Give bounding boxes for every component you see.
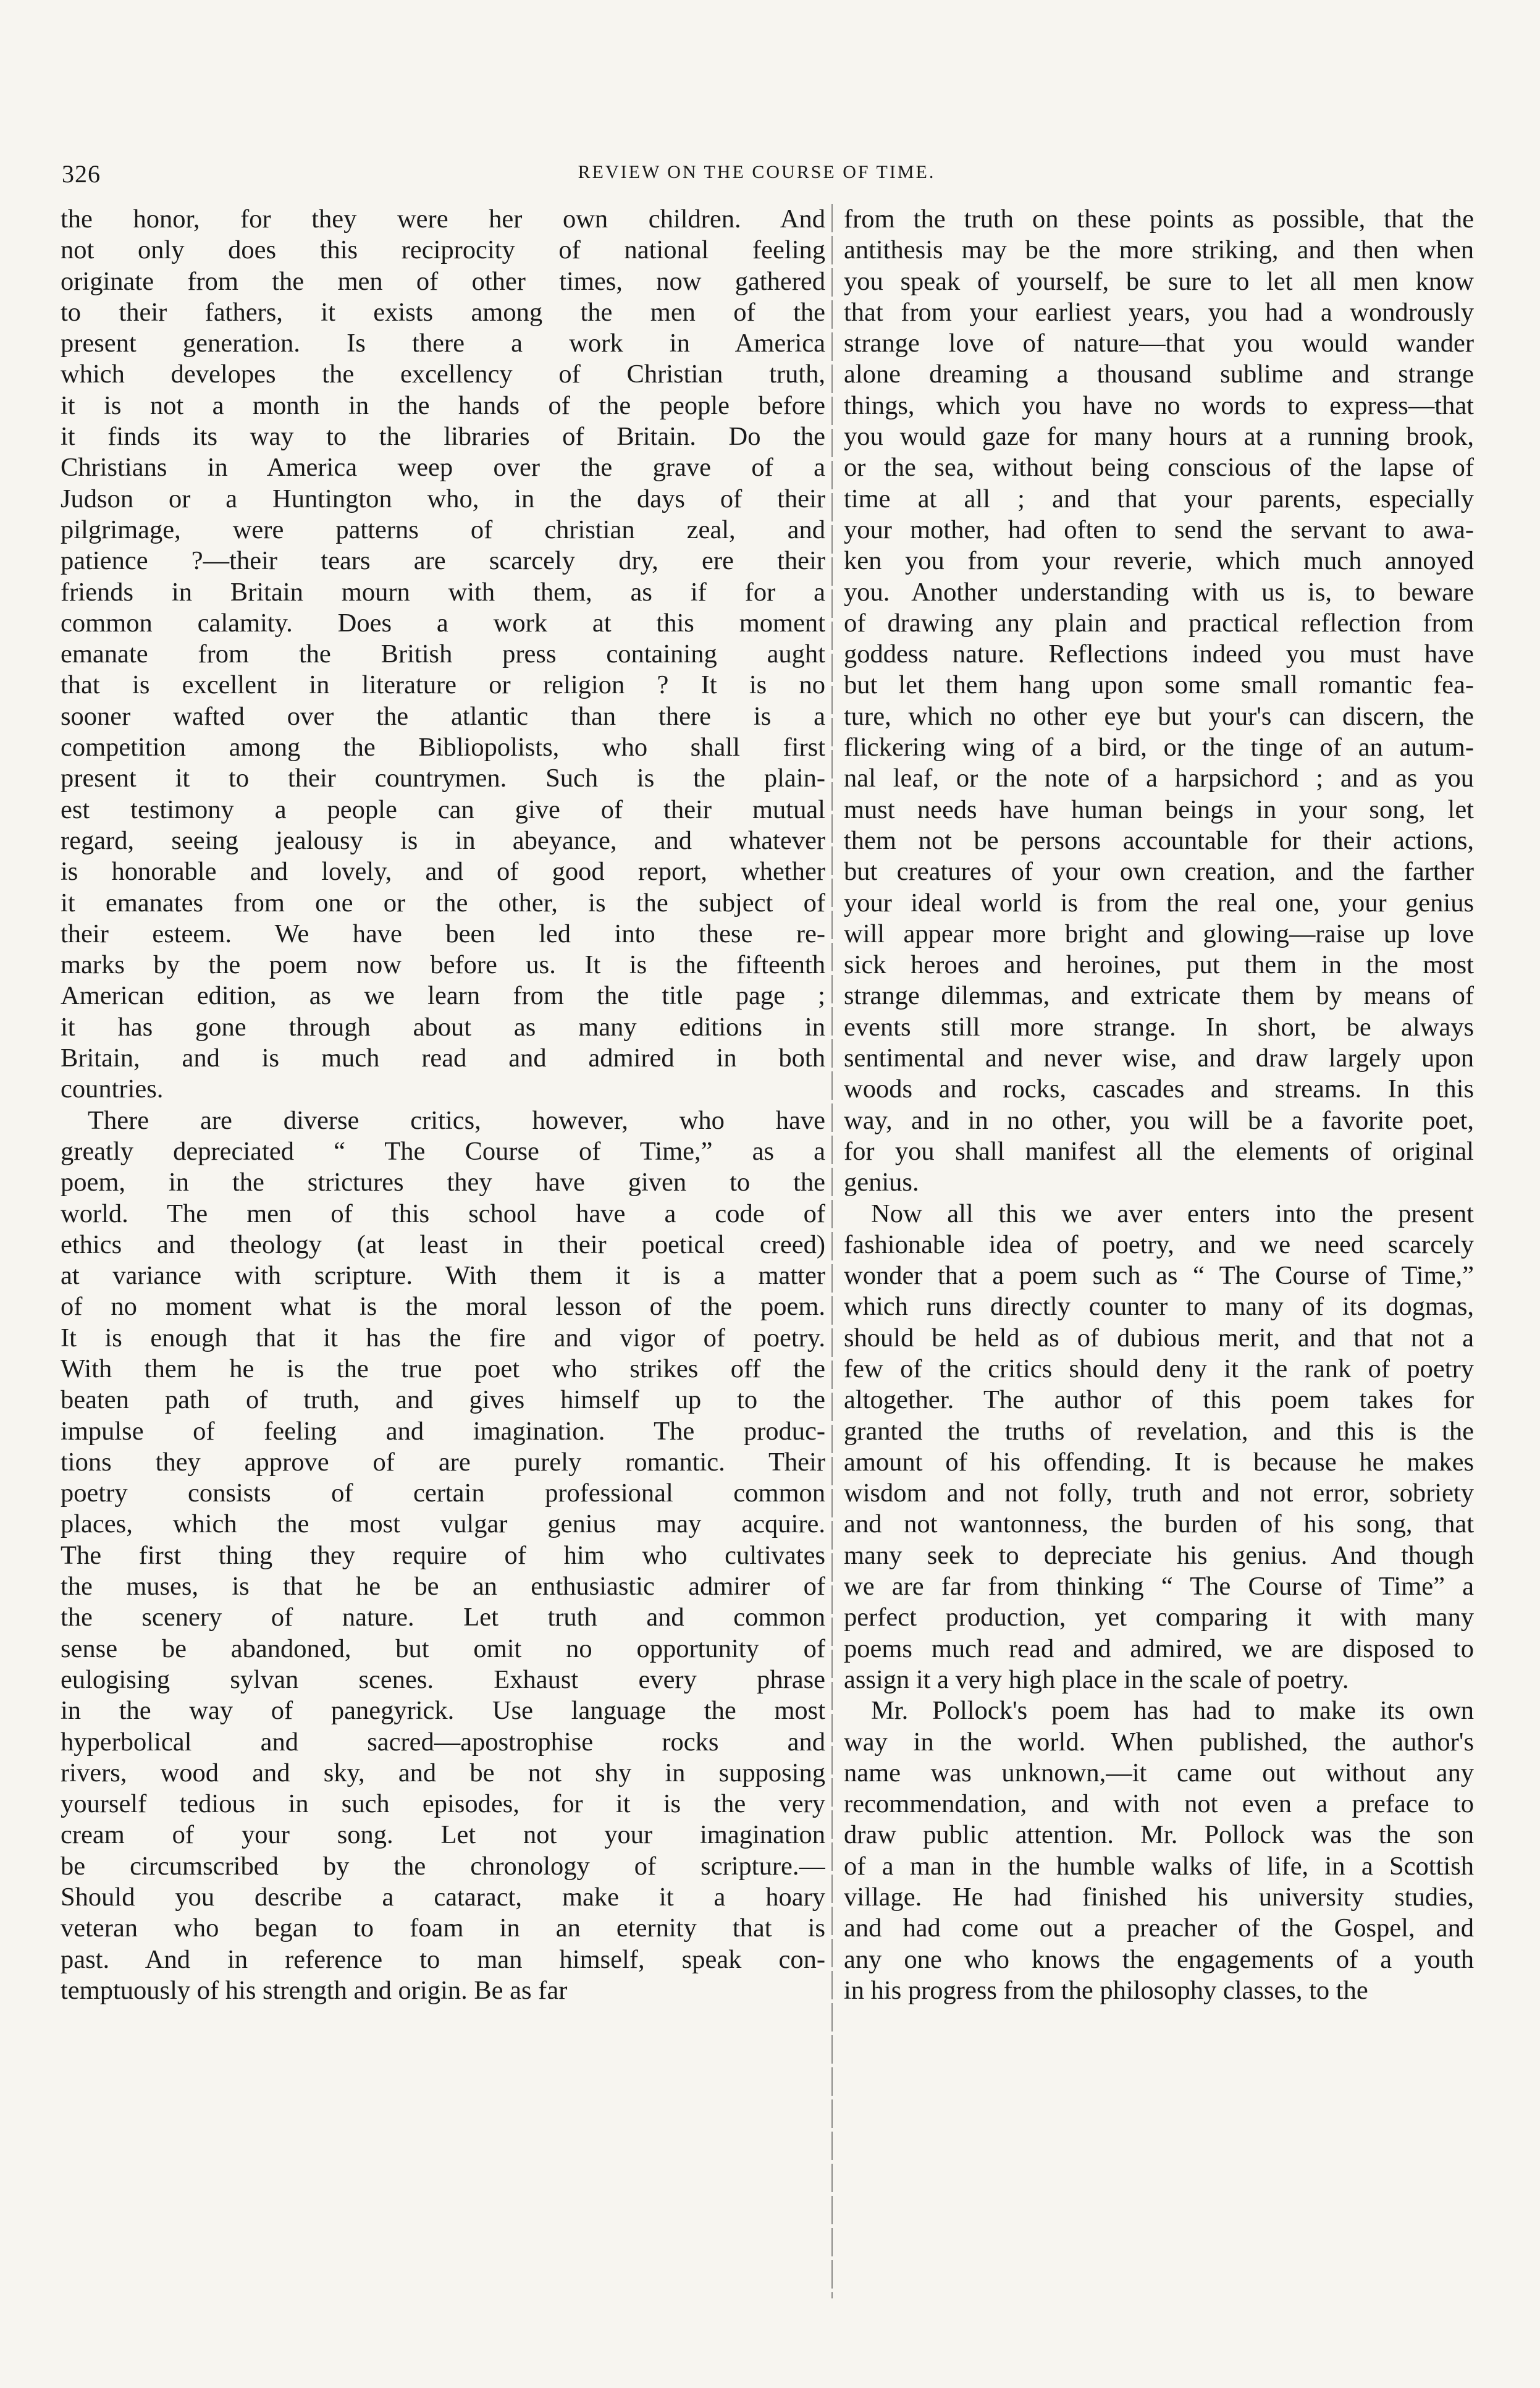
text-line: yourself tedious in such episodes, for it is the very xyxy=(61,1789,825,1819)
text-line: ken you from your reverie, which much annoyed xyxy=(844,546,1474,576)
text-line: hyperbolical and sacred—apostrophise rocks and xyxy=(61,1727,825,1757)
text-line: for you shall manifest all the elements of original xyxy=(844,1136,1474,1166)
text-line: poetry consists of certain professional common xyxy=(61,1479,825,1508)
text-line: and had come out a preacher of the Gospel, and xyxy=(844,1913,1474,1943)
text-line: places, which the most vulgar genius may acquire. xyxy=(61,1509,825,1539)
text-line: emanate from the British press containing aught xyxy=(61,639,825,669)
text-line: originate from the men of other times, now gathered xyxy=(61,266,825,296)
text-line: poems much read and admired, we are disposed to xyxy=(844,1634,1474,1663)
text-line: assign it a very high place in the scale of poetry. xyxy=(844,1664,1349,1694)
text-line: cream of your song. Let not your imagination xyxy=(61,1820,825,1850)
text-line: world. The men of this school have a code of xyxy=(61,1199,825,1228)
text-line: sooner wafted over the atlantic than there is a xyxy=(61,701,825,731)
text-line: from the truth on these points as possible, that the xyxy=(844,205,1474,234)
paragraph xyxy=(61,1105,825,2007)
text-line: Christians in America weep over the grave of a xyxy=(61,453,825,483)
text-line: which runs directly counter to many of its dogmas, xyxy=(844,1292,1474,1322)
text-line: it emanates from one or the other, is the subject of xyxy=(61,888,825,918)
text-line: regard, seeing jealousy is in abeyance, and whatever xyxy=(61,825,825,855)
text-line: of no moment what is the moral lesson of the poem. xyxy=(61,1292,825,1322)
text-line: any one who knows the engagements of a youth xyxy=(844,1944,1474,1974)
text-line: granted the truths of revelation, and this is the xyxy=(844,1416,1474,1446)
text-line: the scenery of nature. Let truth and common xyxy=(61,1603,825,1632)
page-number: 326 xyxy=(62,160,101,188)
text-line: impulse of feeling and imagination. The produc- xyxy=(61,1416,825,1446)
text-line: competition among the Bibliopolists, who shall first xyxy=(61,733,825,762)
text-line: present generation. Is there a work in America xyxy=(61,329,825,358)
text-line: you speak of yourself, be sure to let all men know xyxy=(844,266,1474,296)
text-line: antithesis may be the more striking, and then when xyxy=(844,235,1474,265)
text-line: With them he is the true poet who strikes off the xyxy=(61,1354,825,1383)
text-line: you would gaze for many hours at a running brook, xyxy=(844,422,1474,452)
text-line: or the sea, without being conscious of the lapse of xyxy=(844,453,1474,483)
page-header xyxy=(62,159,1452,190)
text-line: we are far from thinking “ The Course of Time” a xyxy=(844,1572,1474,1601)
text-line: your ideal world is from the real one, your genius xyxy=(844,888,1474,918)
text-line: way in the world. When published, the author's xyxy=(844,1727,1474,1757)
text-line: American edition, as we learn from the title page ; xyxy=(61,981,825,1011)
text-line: to their fathers, it exists among the men of the xyxy=(61,297,825,327)
text-line: and not wantonness, the burden of his song, that xyxy=(844,1509,1474,1539)
text-line: strange dilemmas, and extricate them by means of xyxy=(844,981,1474,1011)
text-line: the honor, for they were her own children. And xyxy=(61,205,825,234)
text-line: Judson or a Huntington who, in the days of their xyxy=(61,484,825,513)
text-line: wisdom and not folly, truth and not error, sobriety xyxy=(844,1479,1474,1508)
text-line: not only does this reciprocity of national feeling xyxy=(61,235,825,265)
text-line: temptuously of his strength and origin. Be as far xyxy=(61,1975,568,2005)
text-line: will appear more bright and glowing—raise up love xyxy=(844,919,1474,948)
text-line: of drawing any plain and practical reflection from xyxy=(844,608,1474,638)
text-line: of a man in the humble walks of life, in a Scottish xyxy=(844,1851,1474,1881)
text-line: friends in Britain mourn with them, as if for a xyxy=(61,577,825,607)
text-line: pilgrimage, were patterns of christian zeal, and xyxy=(61,515,825,544)
text-line: marks by the poem now before us. It is the fifteenth xyxy=(61,950,825,980)
text-line: it has gone through about as many editions in xyxy=(61,1012,825,1042)
text-line: must needs have human beings in your song, let xyxy=(844,795,1474,824)
text-line: is honorable and lovely, and of good report, whether xyxy=(61,857,825,887)
text-line: their esteem. We have been led into these re- xyxy=(61,919,825,948)
text-line: fashionable idea of poetry, and we need scarcely xyxy=(844,1230,1474,1259)
text-line: patience ?—their tears are scarcely dry, ere their xyxy=(61,546,825,576)
text-line: that is excellent in literature or religion ? It is no xyxy=(61,670,825,700)
text-line: recommendation, and with not even a preface to xyxy=(844,1789,1474,1819)
text-line: the muses, is that he be an enthusiastic admirer of xyxy=(61,1572,825,1601)
text-line: flickering wing of a bird, or the tinge of an autum- xyxy=(844,733,1474,762)
text-line: few of the critics should deny it the rank of poetry xyxy=(844,1354,1474,1383)
text-line: Should you describe a cataract, make it a hoary xyxy=(61,1883,825,1912)
column-rule xyxy=(831,204,833,2298)
right-column xyxy=(844,204,1474,2006)
text-line: There are diverse critics, however, who have xyxy=(88,1105,825,1135)
text-line: rivers, wood and sky, and be not shy in supposing xyxy=(61,1758,825,1787)
running-title: REVIEW ON THE COURSE OF TIME. xyxy=(578,162,936,182)
text-line: Mr. Pollock's poem has had to make its own xyxy=(871,1696,1474,1726)
text-line: amount of his offending. It is because he makes xyxy=(844,1447,1474,1477)
text-line: be circumscribed by the chronology of scripture.— xyxy=(61,1851,825,1881)
text-line: wonder that a poem such as “ The Course of Time,” xyxy=(844,1261,1474,1291)
text-line: way, and in no other, you will be a favorite poet, xyxy=(844,1105,1474,1135)
paragraph xyxy=(844,1199,1474,1696)
text-line: it is not a month in the hands of the people before xyxy=(61,390,825,420)
paragraph xyxy=(61,204,825,1105)
text-line: veteran who began to foam in an eternity that is xyxy=(61,1913,825,1943)
text-line: strange love of nature—that you would wander xyxy=(844,329,1474,358)
text-line: them not be persons accountable for their actions, xyxy=(844,825,1474,855)
text-line: goddess nature. Reflections indeed you must have xyxy=(844,639,1474,669)
text-line: perfect production, yet comparing it with many xyxy=(844,1603,1474,1632)
text-line: your mother, had often to send the servant to awa- xyxy=(844,515,1474,544)
text-line: alone dreaming a thousand sublime and strange xyxy=(844,360,1474,389)
text-line: at variance with scripture. With them it is a matter xyxy=(61,1261,825,1291)
text-line: genius. xyxy=(844,1168,919,1197)
text-line: village. He had finished his university studies, xyxy=(844,1883,1474,1912)
text-line: nal leaf, or the note of a harpsichord ; and as you xyxy=(844,764,1474,793)
text-line: altogether. The author of this poem takes for xyxy=(844,1385,1474,1415)
text-line: should be held as of dubious merit, and that not a xyxy=(844,1323,1474,1352)
text-line: tions they approve of are purely romantic. Their xyxy=(61,1447,825,1477)
text-line: in the way of panegyrick. Use language the most xyxy=(61,1696,825,1726)
text-line: greatly depreciated “ The Course of Time,” as a xyxy=(61,1136,825,1166)
text-line: eulogising sylvan scenes. Exhaust every phrase xyxy=(61,1664,825,1694)
left-column xyxy=(61,204,825,2006)
paragraph xyxy=(844,1695,1474,2006)
text-line: but let them hang upon some small romantic fea- xyxy=(844,670,1474,700)
text-line: name was unknown,—it came out without any xyxy=(844,1758,1474,1787)
text-line: countries. xyxy=(61,1074,164,1104)
text-line: The first thing they require of him who cultivates xyxy=(61,1540,825,1570)
text-line: woods and rocks, cascades and streams. In this xyxy=(844,1074,1474,1104)
text-line: many seek to depreciate his genius. And though xyxy=(844,1540,1474,1570)
text-line: draw public attention. Mr. Pollock was the son xyxy=(844,1820,1474,1850)
text-line: sentimental and never wise, and draw largely upon xyxy=(844,1044,1474,1073)
text-line: in his progress from the philosophy classes, to the xyxy=(844,1975,1368,2005)
text-line: that from your earliest years, you had a wondrously xyxy=(844,297,1474,327)
text-line: it finds its way to the libraries of Britain. Do the xyxy=(61,422,825,452)
text-line: events still more strange. In short, be always xyxy=(844,1012,1474,1042)
text-line: things, which you have no words to express—that xyxy=(844,390,1474,420)
text-line: beaten path of truth, and gives himself up to the xyxy=(61,1385,825,1415)
text-line: past. And in reference to man himself, speak con- xyxy=(61,1944,825,1974)
paragraph xyxy=(844,204,1474,1199)
text-line: poem, in the strictures they have given to the xyxy=(61,1168,825,1197)
text-line: common calamity. Does a work at this moment xyxy=(61,608,825,638)
text-line: sick heroes and heroines, put them in the most xyxy=(844,950,1474,980)
text-line: but creatures of your own creation, and the farther xyxy=(844,857,1474,887)
text-line: ethics and theology (at least in their poetical creed) xyxy=(61,1230,825,1259)
text-line: you. Another understanding with us is, to beware xyxy=(844,577,1474,607)
text-line: ture, which no other eye but your's can discern, the xyxy=(844,701,1474,731)
text-line: It is enough that it has the fire and vigor of poetry. xyxy=(61,1323,825,1352)
text-line: time at all ; and that your parents, especially xyxy=(844,484,1474,513)
text-line: sense be abandoned, but omit no opportunity of xyxy=(61,1634,825,1663)
text-line: present it to their countrymen. Such is the plain- xyxy=(61,764,825,793)
text-line: Now all this we aver enters into the present xyxy=(871,1199,1474,1228)
text-line: Britain, and is much read and admired in both xyxy=(61,1044,825,1073)
text-line: which developes the excellency of Christian truth, xyxy=(61,360,825,389)
text-line: est testimony a people can give of their mutual xyxy=(61,795,825,824)
